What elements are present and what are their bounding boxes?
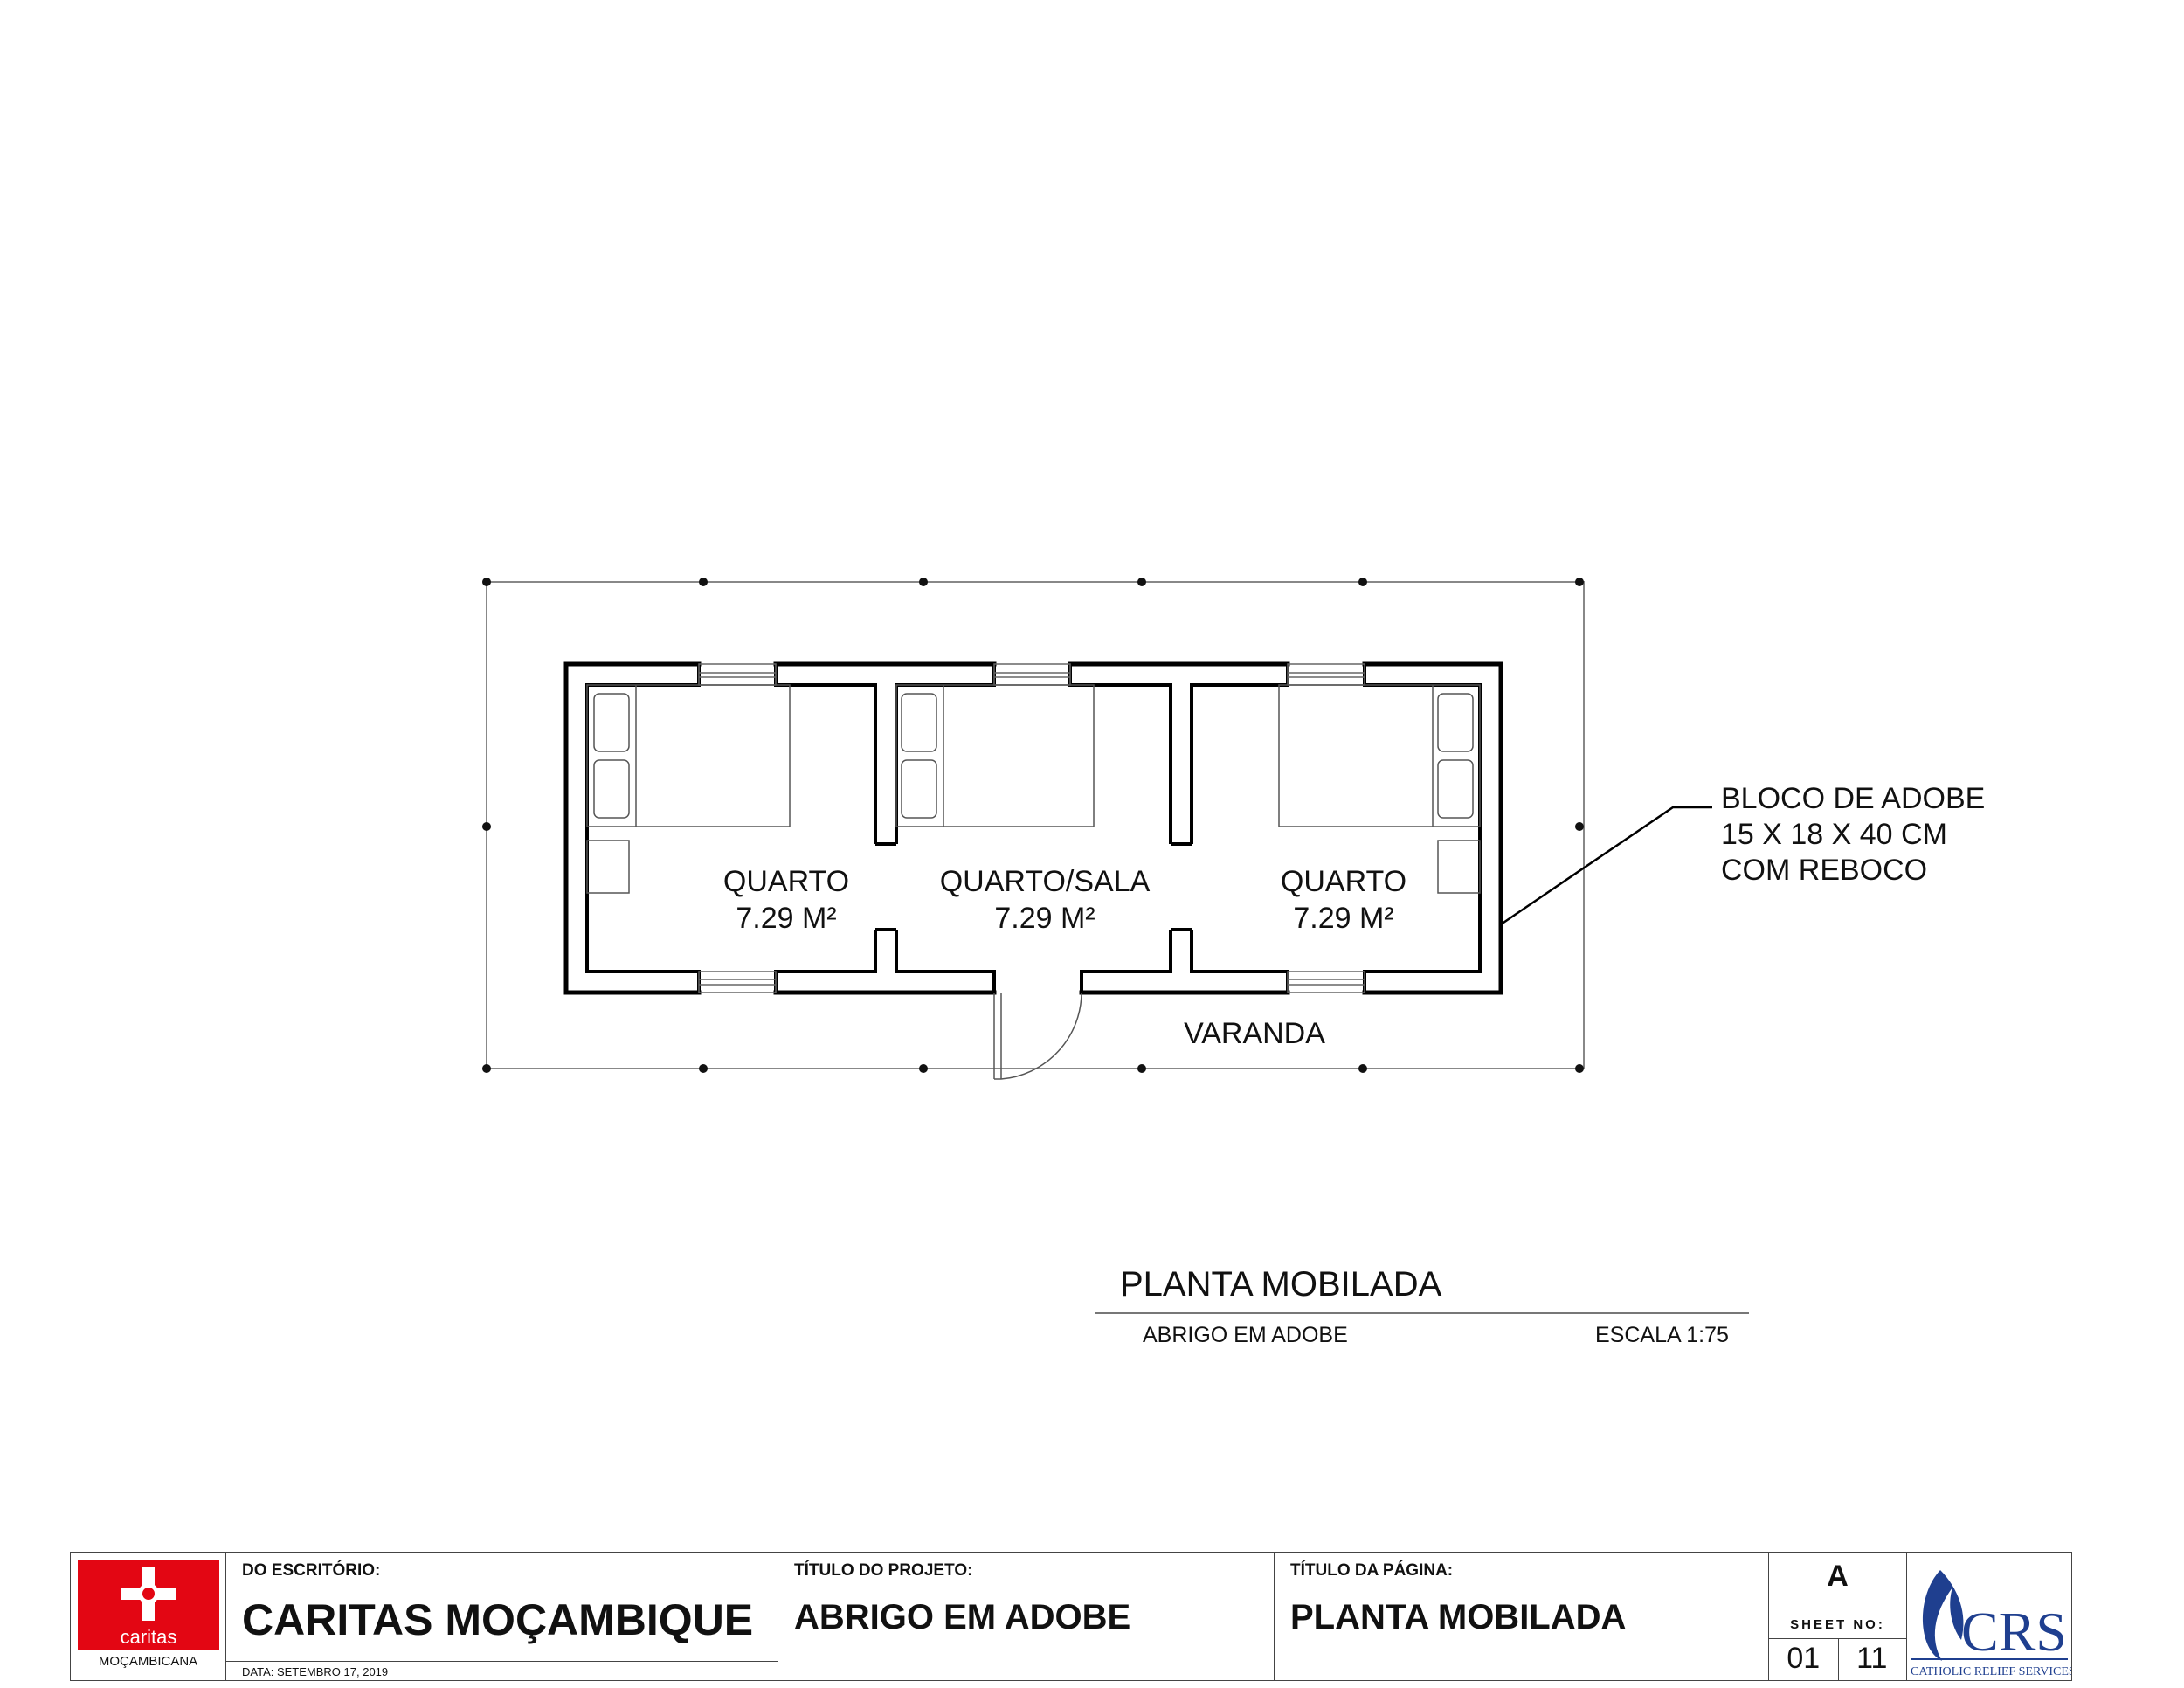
- window-bottom-right: [1288, 972, 1365, 993]
- pillow: [902, 760, 936, 818]
- window-bottom-left: [699, 972, 776, 993]
- annotation-leader: [1501, 807, 1712, 924]
- furniture: [587, 685, 1480, 893]
- caption-rule: [1095, 1312, 1749, 1314]
- room-right-area: 7.29 M²: [1293, 902, 1394, 935]
- project-cell: [778, 1553, 1275, 1680]
- crs-logo-subtitle: CATHOLIC RELIEF SERVICES: [1911, 1665, 2071, 1678]
- caritas-logo: [71, 1553, 226, 1680]
- office-label: DO ESCRITÓRIO:: [242, 1561, 381, 1580]
- exterior-walls: [566, 664, 1501, 993]
- page-title-cell: [1275, 1553, 1769, 1680]
- project-value: ABRIGO EM ADOBE: [794, 1598, 1131, 1636]
- pillow: [1438, 694, 1473, 751]
- room-center-name: QUARTO/SALA: [939, 865, 1151, 898]
- room-right-name: QUARTO: [1280, 865, 1407, 898]
- bed-center: [896, 685, 1094, 827]
- sheet-number: 01: [1787, 1642, 1821, 1675]
- pillow: [594, 694, 629, 751]
- roof-post-markers: [482, 578, 1584, 1073]
- office-value: CARITAS MOÇAMBIQUE: [242, 1595, 754, 1644]
- room-center-area: 7.29 M²: [994, 902, 1095, 935]
- drawing-scale: ESCALA 1:75: [1595, 1323, 1729, 1347]
- caritas-logo-country: MOÇAMBICANA: [98, 1654, 198, 1669]
- drawing-subtitle: ABRIGO EM ADOBE: [1143, 1323, 1348, 1347]
- pillow: [1438, 760, 1473, 818]
- date-text: DATA: SETEMBRO 17, 2019: [242, 1665, 389, 1678]
- annotation-line-1: BLOCO DE ADOBE: [1721, 782, 1986, 815]
- pillow: [902, 694, 936, 751]
- annotation-line-2: 15 X 18 X 40 CM: [1721, 818, 1947, 851]
- caritas-cross-icon: [78, 1560, 219, 1650]
- entrance-door: [994, 993, 1082, 1079]
- crs-logo: [1907, 1553, 2071, 1680]
- nightstand-right: [1438, 841, 1480, 893]
- drawing-title: PLANTA MOBILADA: [1120, 1265, 1442, 1304]
- roof-outline: [487, 582, 1584, 1069]
- nightstand-left: [587, 841, 629, 893]
- project-label: TÍTULO DO PROJETO:: [794, 1561, 973, 1580]
- sheet-letter: A: [1827, 1560, 1849, 1593]
- window-top-center: [994, 664, 1070, 685]
- bed-left: [587, 685, 790, 827]
- office-cell: [226, 1553, 778, 1680]
- date-rule: [226, 1661, 778, 1662]
- crs-logo-text: CRS: [1961, 1601, 2067, 1663]
- caritas-logo-mark: [78, 1560, 219, 1650]
- sheet-cell: [1769, 1553, 1907, 1680]
- page-title-value: PLANTA MOBILADA: [1290, 1598, 1627, 1636]
- page-title-label: TÍTULO DA PÁGINA:: [1290, 1561, 1454, 1580]
- windows: [699, 664, 1365, 993]
- veranda-label: VARANDA: [1184, 1017, 1325, 1050]
- caritas-logo-word: caritas: [120, 1626, 177, 1648]
- crs-flame-icon: [1907, 1553, 2071, 1680]
- bed-right: [1279, 685, 1480, 827]
- pillow: [594, 760, 629, 818]
- room-left-area: 7.29 M²: [736, 902, 837, 935]
- sheet-total: 11: [1856, 1642, 1888, 1675]
- window-top-right: [1288, 664, 1365, 685]
- sheet-no-label: SHEET NO:: [1790, 1617, 1885, 1632]
- room-left-name: QUARTO: [722, 865, 850, 898]
- annotation-line-3: COM REBOCO: [1721, 854, 1928, 887]
- window-top-left: [699, 664, 776, 685]
- title-block: [70, 1552, 2072, 1681]
